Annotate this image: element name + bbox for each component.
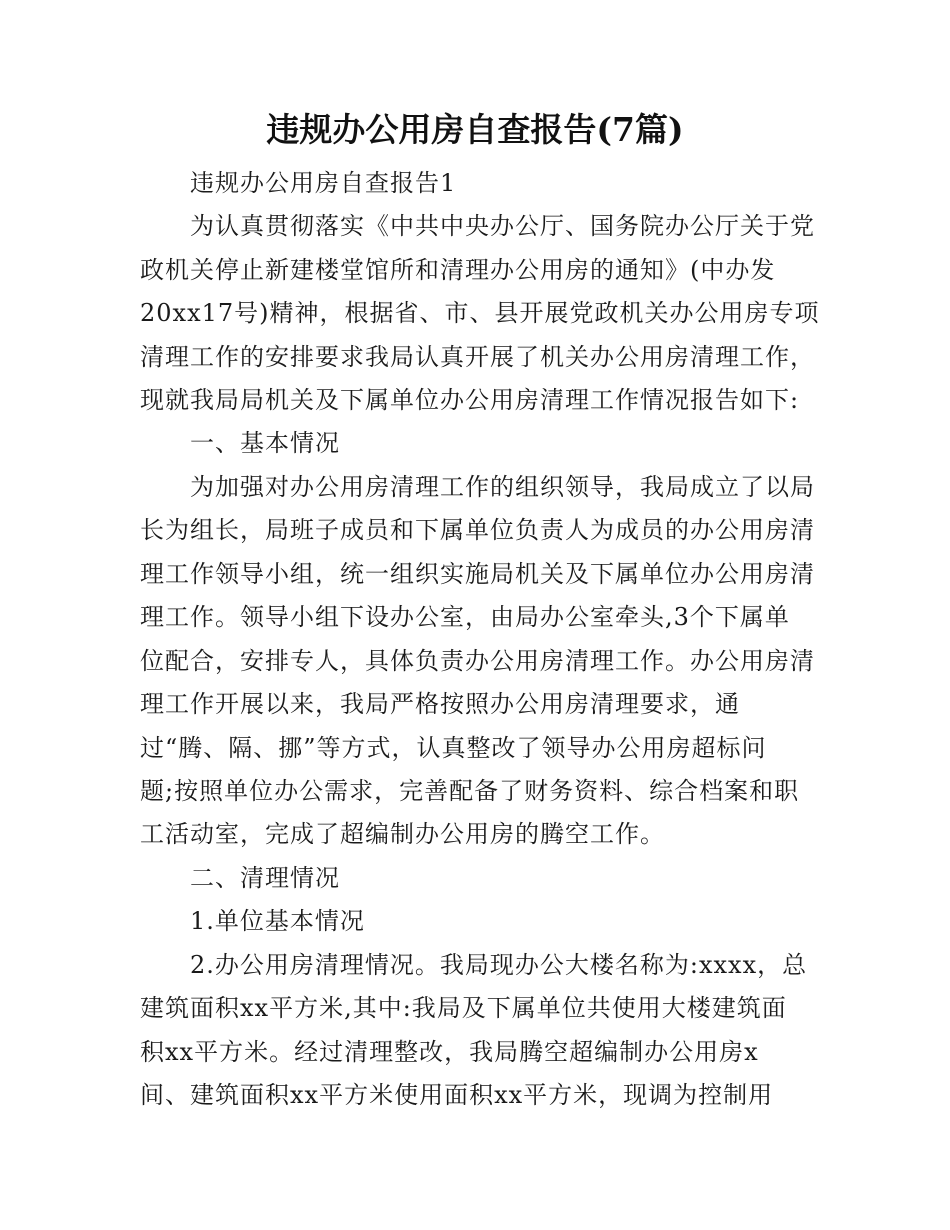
paragraph-line: 理工作开展以来，我局严格按照办公用房清理要求，通 xyxy=(140,690,740,718)
paragraph-line: 位配合，安排专人，具体负责办公用房清理工作。办公用房清 xyxy=(140,647,815,675)
paragraph-line: 工活动室，完成了超编制办公用房的腾空工作。 xyxy=(140,820,665,848)
paragraph-line: 清理工作的安排要求我局认真开展了机关办公用房清理工作， xyxy=(140,343,815,371)
paragraph-line: 积xx平方米。经过清理整改，我局腾空超编制办公用房x xyxy=(140,1038,759,1066)
paragraph-line: 过“腾、隔、挪”等方式，认真整改了领导办公用房超标问 xyxy=(140,734,767,762)
list-item: 1.单位基本情况 xyxy=(190,907,365,935)
document-title: 违规办公用房自查报告(7篇) xyxy=(266,110,684,149)
paragraph-line: 20xx17号)精神，根据省、市、县开展党政机关办公用房专项 xyxy=(140,299,820,327)
paragraph-line: 理工作领导小组，统一组织实施局机关及下属单位办公用房清 xyxy=(140,560,815,588)
subtitle: 违规办公用房自查报告1 xyxy=(190,169,457,197)
section-heading: 二、清理情况 xyxy=(190,864,340,892)
paragraph-line: 现就我局局机关及下属单位办公用房清理工作情况报告如下: xyxy=(140,386,800,414)
paragraph-line: 题;按照单位办公需求，完善配备了财务资料、综合档案和职 xyxy=(140,777,800,805)
paragraph-line: 政机关停止新建楼堂馆所和清理办公用房的通知》(中办发 xyxy=(140,256,776,284)
paragraph-line: 长为组长，局班子成员和下属单位负责人为成员的办公用房清 xyxy=(140,516,815,544)
paragraph-line: 理工作。领导小组下设办公室，由局办公室牵头,3个下属单 xyxy=(140,603,790,631)
section-heading: 一、基本情况 xyxy=(190,429,340,457)
paragraph-line: 为加强对办公用房清理工作的组织领导，我局成立了以局 xyxy=(190,473,815,501)
paragraph-line: 建筑面积xx平方米,其中:我局及下属单位共使用大楼建筑面 xyxy=(140,994,787,1022)
paragraph-line: 间、建筑面积xx平方米使用面积xx平方米，现调为控制用 xyxy=(140,1081,774,1109)
paragraph-line: 2.办公用房清理情况。我局现办公大楼名称为:xxxx，总 xyxy=(190,951,808,979)
paragraph-line: 为认真贯彻落实《中共中央办公厅、国务院办公厅关于党 xyxy=(190,212,815,240)
